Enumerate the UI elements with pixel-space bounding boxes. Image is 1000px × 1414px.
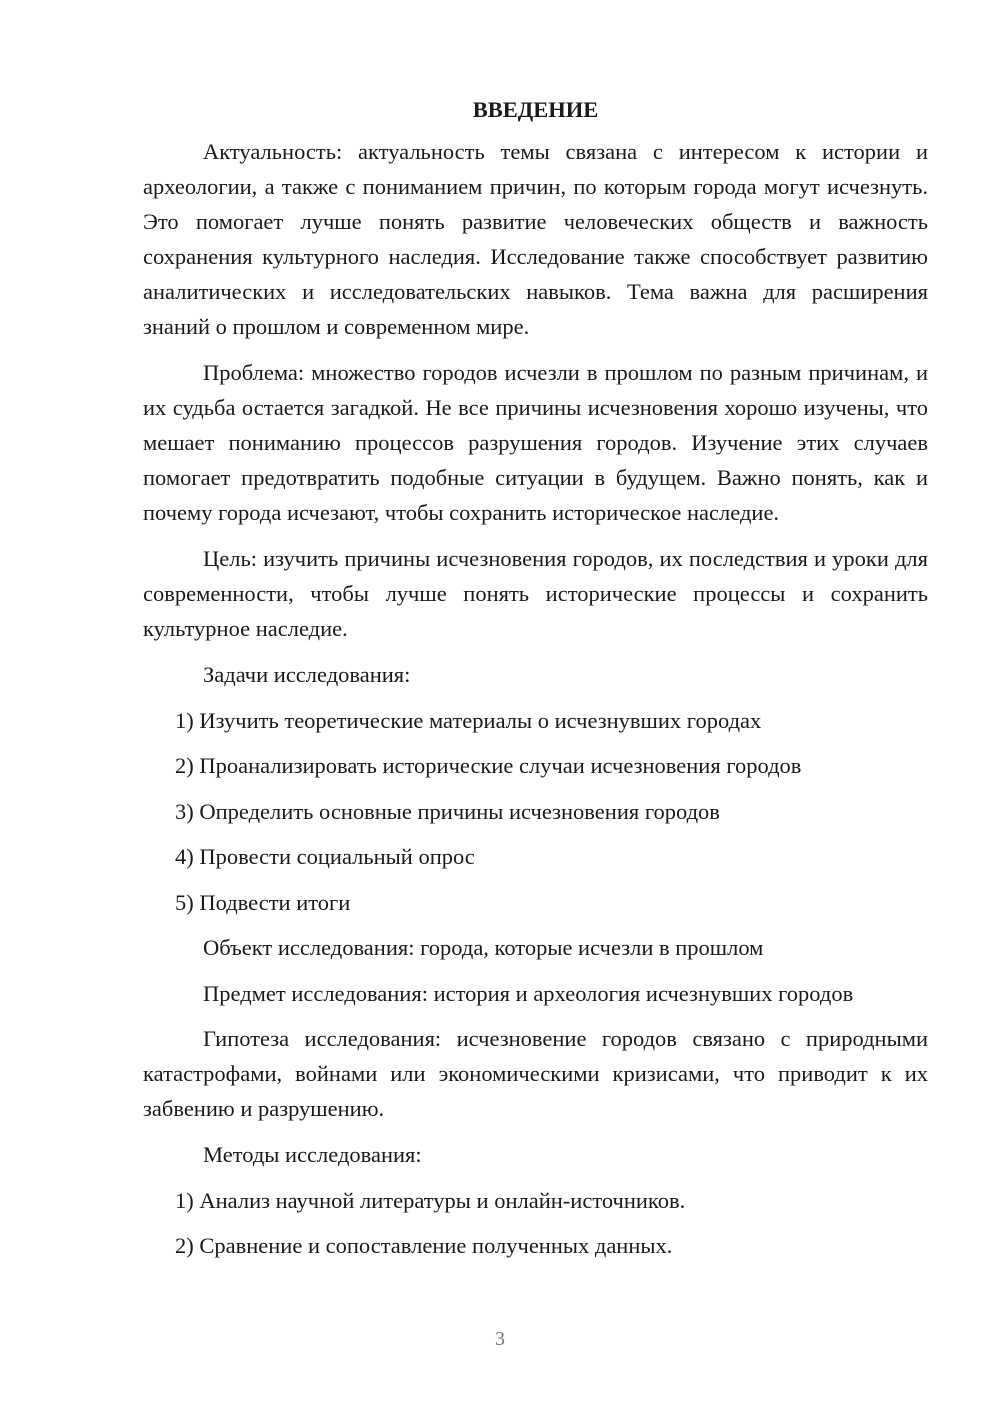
- problem-paragraph: Проблема: множество городов исчезли в прошлом по разным причинам, и их судьба остается загадкой. Не все причины исчезновения хорошо изучены, что мешает пониманию процессов разрушения городов. Изучение этих случаев помогает предотвратить подобные ситуации в будущем. Важно понять, как и почему города исчезают, чтобы сохранить историческое наследие.: [143, 360, 928, 525]
- tasks-heading: Задачи исследования:: [203, 662, 411, 687]
- page-number: 3: [495, 1328, 505, 1350]
- relevance-paragraph: Актуальность: актуальность темы связана с интересом к истории и археологии, а также с пониманием причин, по которым города могут исчезнуть. Это помогает лучше понять развитие человеческих обществ и важность сохранения культурного наследия. Исследование также способствует развитию аналитических и исследовательских навыков. Тема важна для расширения знаний о прошлом и современном мире.: [143, 139, 928, 339]
- subject-line: Предмет исследования: история и археология исчезнувших городов: [203, 980, 854, 1006]
- goal-paragraph: Цель: изучить причины исчезновения городов, их последствия и уроки для современности, чтобы лучше понять исторические процессы и сохранить культурное наследие.: [143, 546, 928, 641]
- task-item: 2) Проанализировать исторические случаи исчезновения городов: [175, 753, 802, 778]
- section-title: ВВЕДЕНИЕ: [472, 97, 599, 122]
- task-item: 1) Изучить теоретические материалы о исчезнувших городах: [175, 707, 762, 733]
- method-item: 2) Сравнение и сопоставление полученных данных.: [175, 1233, 673, 1258]
- task-item: 5) Подвести итоги: [175, 889, 351, 915]
- hypothesis-paragraph: Гипотеза исследования: исчезновение городов связано с природными катастрофами, войнами или экономическими кризисами, что приводит к их забвению и разрушению.: [143, 1026, 928, 1121]
- methods-heading: Методы исследования:: [203, 1142, 422, 1167]
- method-item: 1) Анализ научной литературы и онлайн-источников.: [175, 1187, 686, 1213]
- task-item: 4) Провести социальный опрос: [175, 844, 475, 869]
- document-page: [143, 94, 928, 1274]
- methods-list: [143, 1183, 928, 1264]
- object-line: Объект исследования: города, которые исчезли в прошлом: [203, 935, 764, 960]
- tasks-list: [143, 703, 928, 920]
- task-item: 3) Определить основные причины исчезновения городов: [175, 798, 720, 824]
